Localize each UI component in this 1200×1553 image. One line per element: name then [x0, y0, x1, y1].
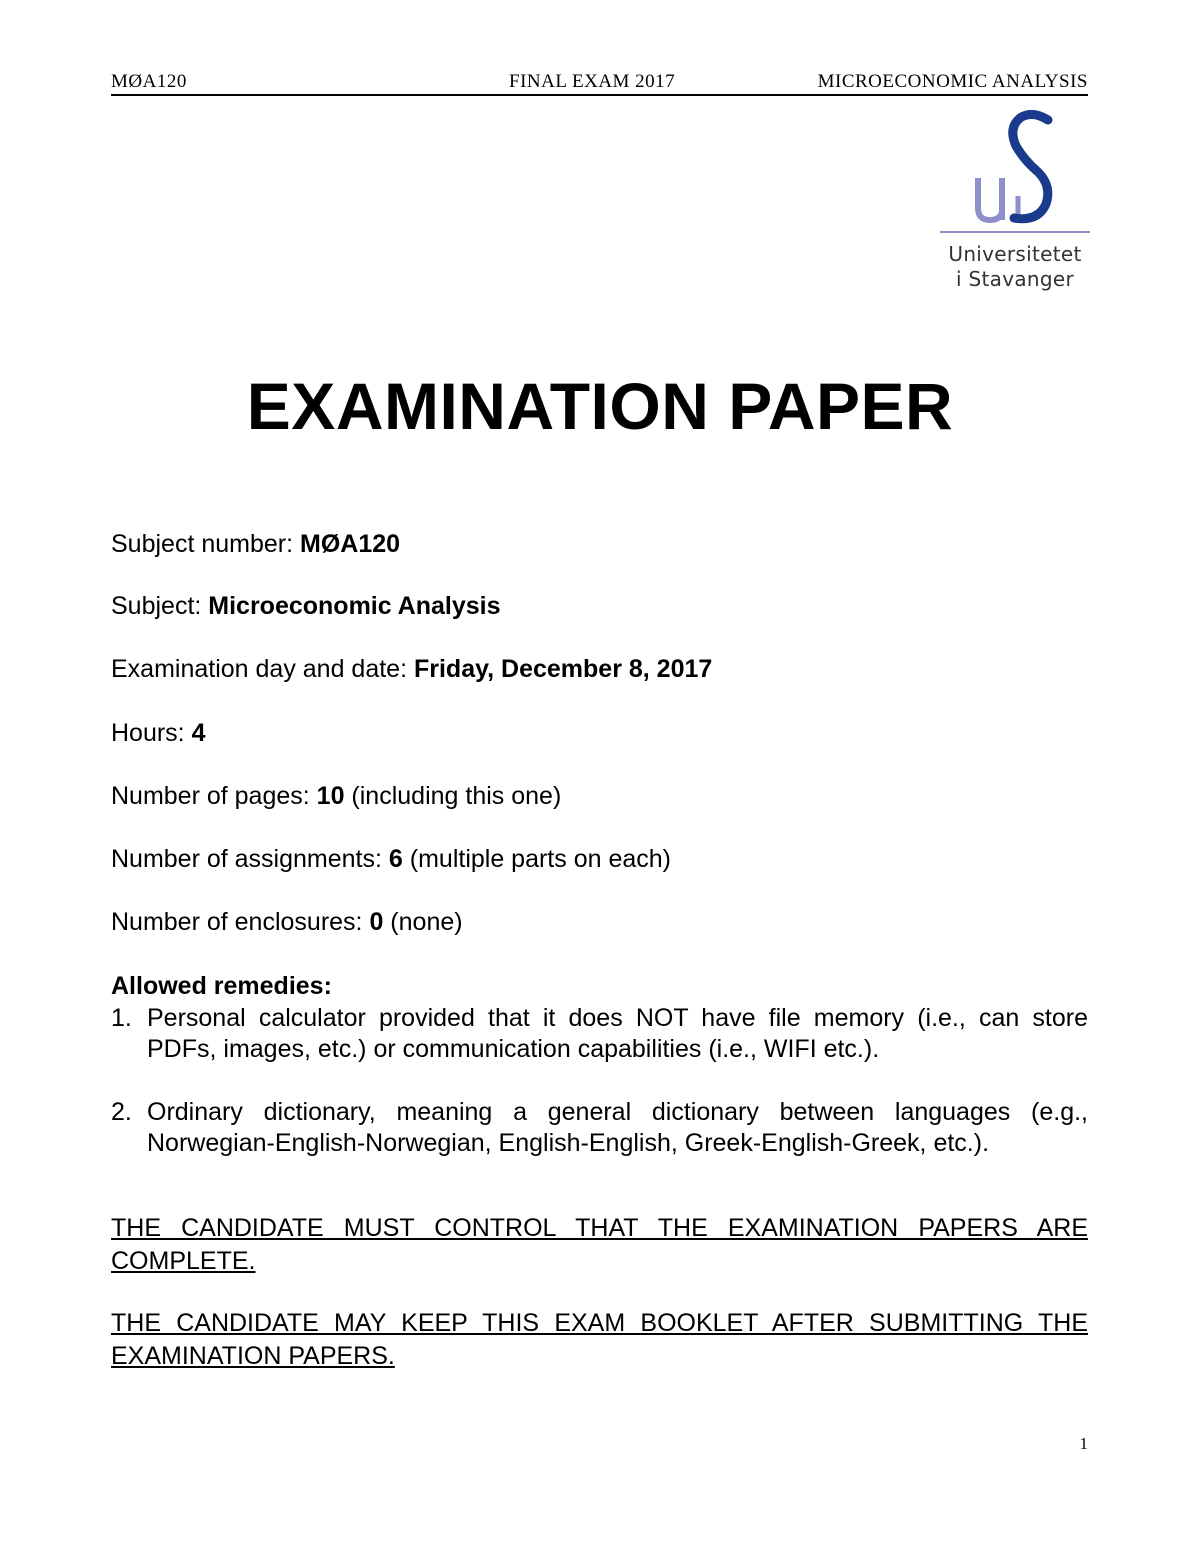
- header-course-code: MØA120: [111, 71, 187, 92]
- field-label: Number of pages:: [111, 782, 317, 810]
- field-hours: [111, 719, 206, 748]
- field-value: 10: [316, 782, 345, 810]
- header-exam-label: FINAL EXAM 2017: [509, 71, 676, 92]
- field-label: Number of assignments:: [111, 845, 389, 873]
- university-logo: [940, 108, 1090, 298]
- notice-keep-booklet: THE CANDIDATE MAY KEEP THIS EXAM BOOKLET AFTER SUBMITTING THE EXAMINATION PAPERS.: [111, 1309, 1088, 1370]
- remedy-text: Personal calculator provided that it does NOT have file memory (i.e., can store PDFs, images, etc.) or communication capabilities (i.e., WIFI etc.).: [147, 1004, 1088, 1063]
- field-value: MØA120: [300, 530, 401, 558]
- field-enclosures: [111, 908, 463, 937]
- remedy-number: 1.: [111, 1004, 132, 1032]
- logo-name-line2: i Stavanger: [956, 267, 1074, 291]
- field-pages: [111, 782, 561, 811]
- notice-control-papers: THE CANDIDATE MUST CONTROL THAT THE EXAMINATION PAPERS ARE COMPLETE.: [111, 1214, 1088, 1275]
- remedy-text: Ordinary dictionary, meaning a general dictionary between languages (e.g., Norwegian-English-Norwegian, English-English, Greek-English-Greek, etc.).: [147, 1098, 1088, 1157]
- field-label: Hours:: [111, 719, 192, 747]
- uis-logo-mark: [940, 108, 1090, 233]
- field-suffix: (none): [383, 908, 463, 936]
- remedy-number: 2.: [111, 1098, 132, 1126]
- field-label: Examination day and date:: [111, 655, 414, 683]
- page-title: EXAMINATION PAPER: [246, 369, 954, 443]
- field-label: Subject number:: [111, 530, 300, 558]
- field-suffix: (multiple parts on each): [402, 845, 671, 873]
- field-value: 0: [369, 908, 384, 936]
- field-suffix: (including this one): [344, 782, 562, 810]
- field-subject-number: [111, 530, 400, 559]
- field-value: 6: [388, 845, 403, 873]
- field-value: Friday, December 8, 2017: [413, 655, 713, 683]
- header-course-title: MICROECONOMIC ANALYSIS: [817, 71, 1088, 92]
- field-label: Number of enclosures:: [111, 908, 370, 936]
- field-label: Subject:: [111, 592, 209, 620]
- field-assignments: [111, 845, 671, 874]
- field-exam-date: [111, 655, 712, 684]
- field-value: Microeconomic Analysis: [208, 592, 501, 620]
- remedies-heading: Allowed remedies:: [111, 972, 332, 1000]
- page-number: 1: [1079, 1434, 1088, 1453]
- page-header: [111, 72, 1088, 96]
- field-value: 4: [191, 719, 206, 747]
- field-subject: [111, 592, 501, 621]
- remedy-item: [111, 1097, 1088, 1159]
- logo-name-line1: Universitetet: [948, 242, 1082, 266]
- remedy-item: [111, 1003, 1088, 1065]
